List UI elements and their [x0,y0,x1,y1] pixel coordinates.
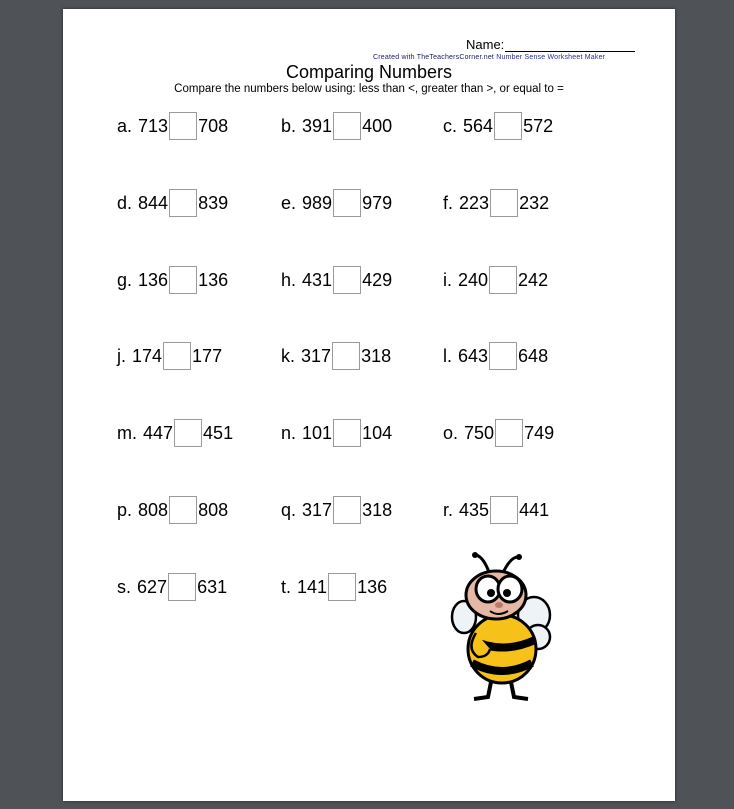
answer-box[interactable] [333,419,361,447]
problem-item [443,340,548,372]
name-label: Name: [466,37,505,52]
answer-box[interactable] [332,342,360,370]
answer-box[interactable] [168,573,196,601]
page-title: Comparing Numbers [285,62,453,82]
answer-box[interactable] [490,496,518,524]
left-number: 750 [464,422,495,443]
answer-box[interactable] [495,419,523,447]
right-number: 400 [362,115,393,136]
problem-item [117,187,228,219]
worksheet-page [63,9,675,801]
instructions: Compare the numbers below using: less than <, greater than >, or equal to = [174,83,564,95]
problem-item [117,571,227,603]
right-number: 839 [198,192,229,213]
problem-item [117,340,222,372]
right-number: 318 [362,499,393,520]
problem-label: d. [117,192,133,213]
right-number: 708 [198,115,229,136]
problem-label: h. [281,269,297,290]
left-number: 317 [301,345,332,366]
right-number: 318 [361,345,392,366]
right-number: 572 [523,115,554,136]
left-number: 317 [302,499,333,520]
problem-item [117,264,228,296]
left-number: 136 [138,269,169,290]
left-number: 564 [463,115,494,136]
problem-item [281,571,387,603]
answer-box[interactable] [174,419,202,447]
problem-label: g. [117,269,133,290]
problem-item [443,264,548,296]
problem-label: m. [117,422,137,443]
problem-label: c. [443,115,458,136]
problem-label: p. [117,499,133,520]
problem-label: j. [117,345,126,366]
right-number: 104 [362,422,393,443]
problem-item [281,417,392,449]
answer-box[interactable] [169,112,197,140]
right-number: 808 [198,499,229,520]
answer-box[interactable] [169,266,197,294]
answer-box[interactable] [169,189,197,217]
answer-box[interactable] [333,112,361,140]
problem-item [281,494,392,526]
answer-box[interactable] [494,112,522,140]
answer-box[interactable] [328,573,356,601]
problem-label: t. [281,576,292,597]
problem-item [281,264,392,296]
problem-item [117,417,233,449]
left-number: 808 [138,499,169,520]
problem-label: l. [443,345,452,366]
problem-label: r. [443,499,454,520]
name-field [466,37,635,52]
problem-item [443,187,549,219]
problem-label: f. [443,192,454,213]
problem-item [281,110,392,142]
problem-item [443,494,549,526]
bee-mascot-illustration [438,545,558,705]
problem-item [281,187,392,219]
name-line[interactable] [505,38,635,52]
problem-label: k. [281,345,296,366]
problem-item [443,417,554,449]
problem-label: o. [443,422,459,443]
left-number: 391 [302,115,333,136]
right-number: 429 [362,269,393,290]
right-number: 136 [198,269,229,290]
left-number: 174 [132,345,163,366]
right-number: 451 [203,422,234,443]
right-number: 979 [362,192,393,213]
left-number: 713 [138,115,169,136]
answer-box[interactable] [490,189,518,217]
credit-line [373,54,605,61]
right-number: 136 [357,576,388,597]
problem-label: b. [281,115,297,136]
left-number: 141 [297,576,328,597]
left-number: 643 [458,345,489,366]
problem-label: n. [281,422,297,443]
credit-link[interactable]: Number Sense Worksheet Maker [496,54,606,61]
problem-item [117,110,228,142]
left-number: 627 [137,576,168,597]
answer-box[interactable] [333,189,361,217]
problem-label: q. [281,499,297,520]
left-number: 101 [302,422,333,443]
answer-box[interactable] [489,342,517,370]
right-number: 648 [518,345,549,366]
problem-item [117,494,228,526]
credit-prefix: Created with TheTeachersCorner.net [373,54,495,61]
answer-box[interactable] [333,266,361,294]
left-number: 989 [302,192,333,213]
left-number: 447 [143,422,174,443]
answer-box[interactable] [333,496,361,524]
problem-label: e. [281,192,297,213]
problem-item [443,110,553,142]
right-number: 631 [197,576,228,597]
answer-box[interactable] [489,266,517,294]
right-number: 749 [524,422,555,443]
left-number: 435 [459,499,490,520]
answer-box[interactable] [169,496,197,524]
problem-item [281,340,391,372]
right-number: 232 [519,192,550,213]
problem-label: i. [443,269,452,290]
left-number: 844 [138,192,169,213]
left-number: 431 [302,269,333,290]
left-number: 223 [459,192,490,213]
right-number: 177 [192,345,223,366]
problem-label: a. [117,115,133,136]
left-number: 240 [458,269,489,290]
problem-label: s. [117,576,132,597]
right-number: 441 [519,499,550,520]
right-number: 242 [518,269,549,290]
answer-box[interactable] [163,342,191,370]
